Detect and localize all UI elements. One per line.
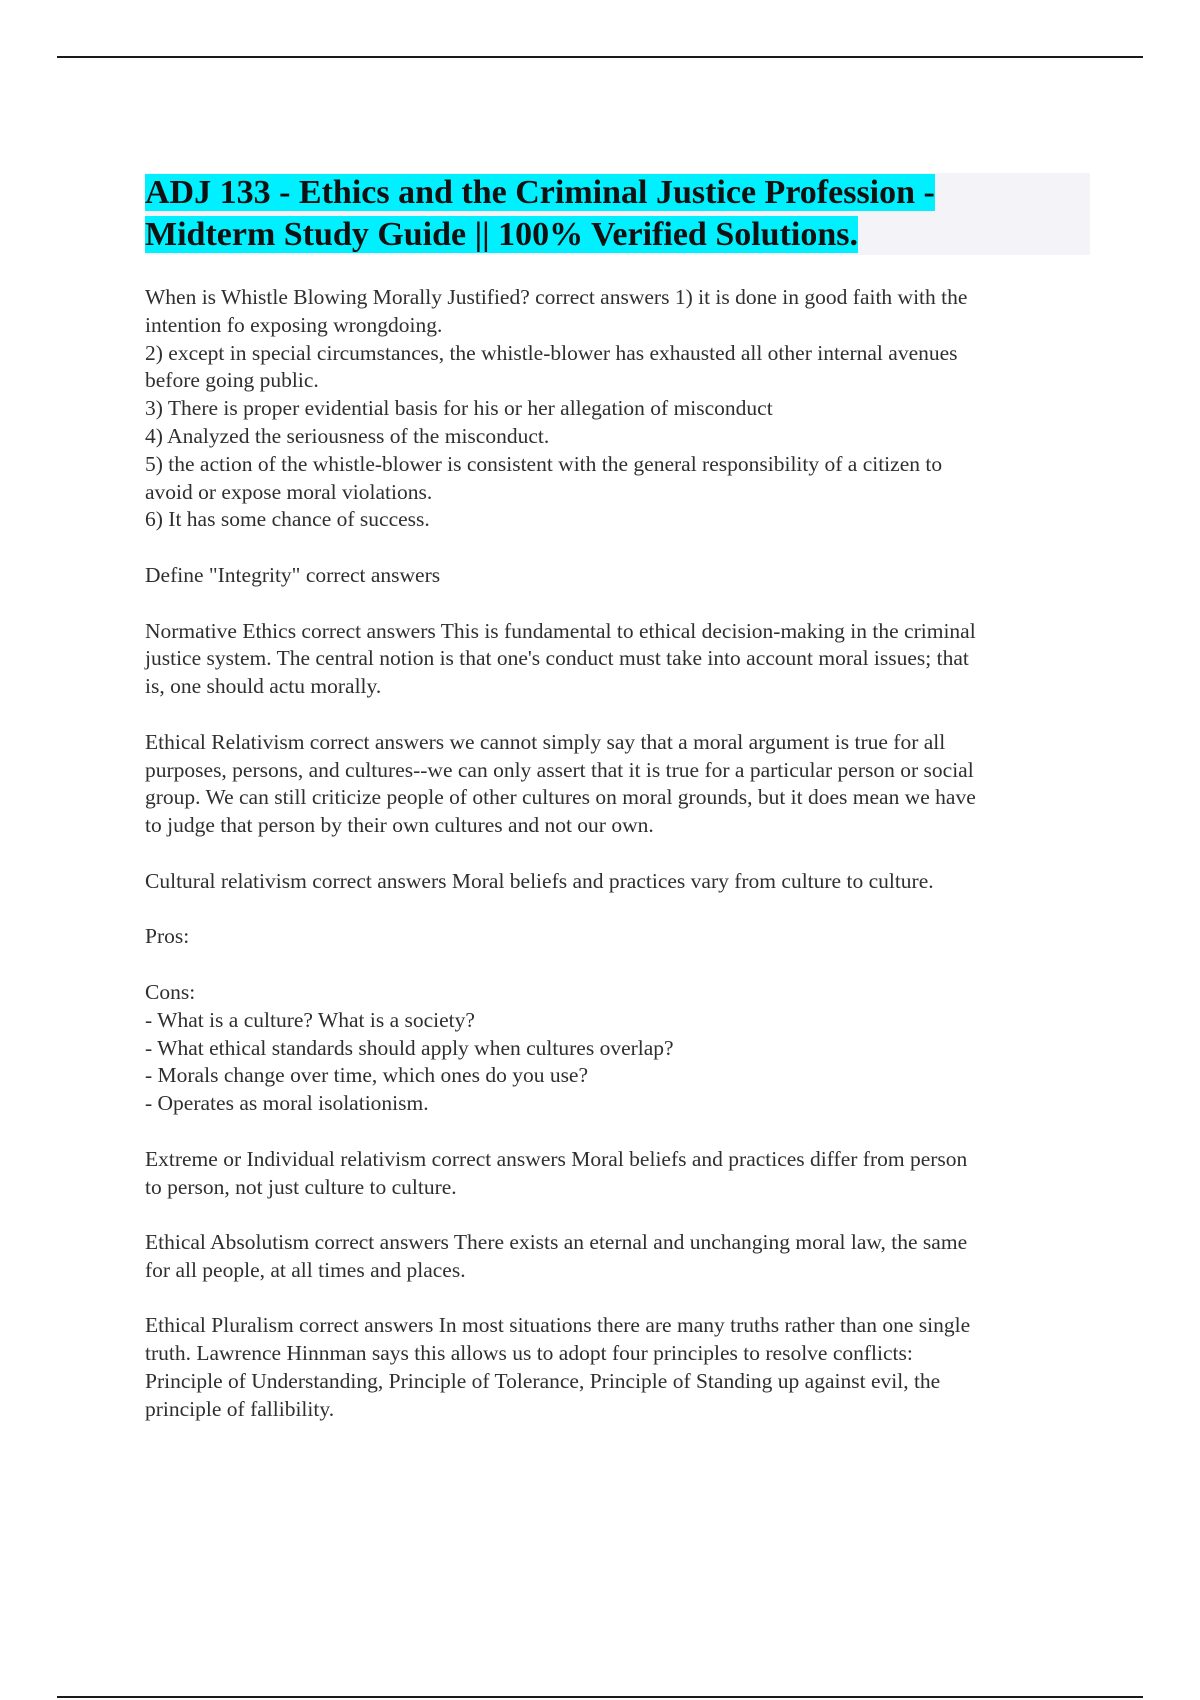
list-item: - What ethical standards should apply when cultures overlap?: [145, 1035, 674, 1060]
text-line: Principle of Understanding, Principle of Tolerance, Principle of Standing up against evil, the: [145, 1369, 941, 1394]
list-item: - Morals change over time, which ones do you use?: [145, 1063, 589, 1088]
text-line: When is Whistle Blowing Morally Justified? correct answers 1) it is done in good faith with the: [145, 285, 968, 309]
entry-cultural-relativism: [145, 868, 1095, 896]
text-line: Extreme or Individual relativism correct answers Moral beliefs and practices differ from person: [145, 1146, 968, 1171]
title-line-1: ADJ 133 - Ethics and the Criminal Justice Profession -: [145, 174, 935, 211]
text-line: 4) Analyzed the seriousness of the misconduct.: [145, 423, 550, 448]
entry-ethical-pluralism: [145, 1312, 1095, 1423]
text-line: Define "Integrity" correct answers: [145, 562, 441, 587]
text-line: Cons:: [145, 979, 196, 1004]
text-line: intention fo exposing wrongdoing.: [145, 312, 443, 337]
entry-ethical-relativism: [145, 729, 1095, 840]
text-line: to person, not just culture to culture.: [145, 1174, 457, 1199]
text-line: truth. Lawrence Hinnman says this allows us to adopt four principles to resolve conflicts:: [145, 1341, 913, 1366]
bottom-rule: [57, 1696, 1143, 1698]
text-line: 6) It has some chance of success.: [145, 507, 430, 532]
text-line: avoid or expose moral violations.: [145, 479, 433, 504]
text-line: 5) the action of the whistle-blower is consistent with the general responsibility of a citizen to: [145, 451, 943, 476]
text-line: 3) There is proper evidential basis for his or her allegation of misconduct: [145, 396, 773, 421]
text-line: group. We can still criticize people of other cultures on moral grounds, but it does mean we have: [145, 785, 976, 810]
list-item: - What is a culture? What is a society?: [145, 1007, 475, 1032]
list-item: - Operates as moral isolationism.: [145, 1091, 429, 1116]
text-line: for all people, at all times and places.: [145, 1257, 466, 1282]
text-line: before going public.: [145, 368, 319, 393]
text-line: Ethical Absolutism correct answers There exists an eternal and unchanging moral law, the same: [145, 1230, 968, 1255]
entry-extreme-relativism: [145, 1146, 1095, 1202]
text-line: principle of fallibility.: [145, 1396, 335, 1421]
text-line: to judge that person by their own cultures and not our own.: [145, 813, 654, 838]
document-body: [145, 284, 1095, 1424]
text-line: 2) except in special circumstances, the whistle-blower has exhausted all other internal avenues: [145, 340, 958, 365]
entry-ethical-absolutism: [145, 1229, 1095, 1285]
text-line: is, one should actu morally.: [145, 674, 382, 699]
text-line: justice system. The central notion is that one's conduct must take into account moral issues; that: [145, 646, 969, 671]
text-line: Normative Ethics correct answers This is fundamental to ethical decision-making in the criminal: [145, 618, 976, 643]
cons-list: [145, 979, 1095, 1118]
document-title: [145, 172, 1085, 256]
text-line: Cultural relativism correct answers Moral beliefs and practices vary from culture to culture.: [145, 868, 934, 893]
top-rule: [57, 56, 1143, 58]
text-line: Pros:: [145, 924, 190, 949]
title-line-2: Midterm Study Guide || 100% Verified Solutions.: [145, 216, 858, 253]
text-line: Ethical Pluralism correct answers In most situations there are many truths rather than one single: [145, 1313, 971, 1338]
entry-integrity: [145, 562, 1095, 590]
entry-whistle-blowing: [145, 284, 1095, 534]
pros-label: [145, 923, 1095, 951]
text-line: purposes, persons, and cultures--we can only assert that it is true for a particular person or social: [145, 757, 974, 782]
text-line: Ethical Relativism correct answers we cannot simply say that a moral argument is true for all: [145, 729, 946, 754]
entry-normative-ethics: [145, 618, 1095, 701]
